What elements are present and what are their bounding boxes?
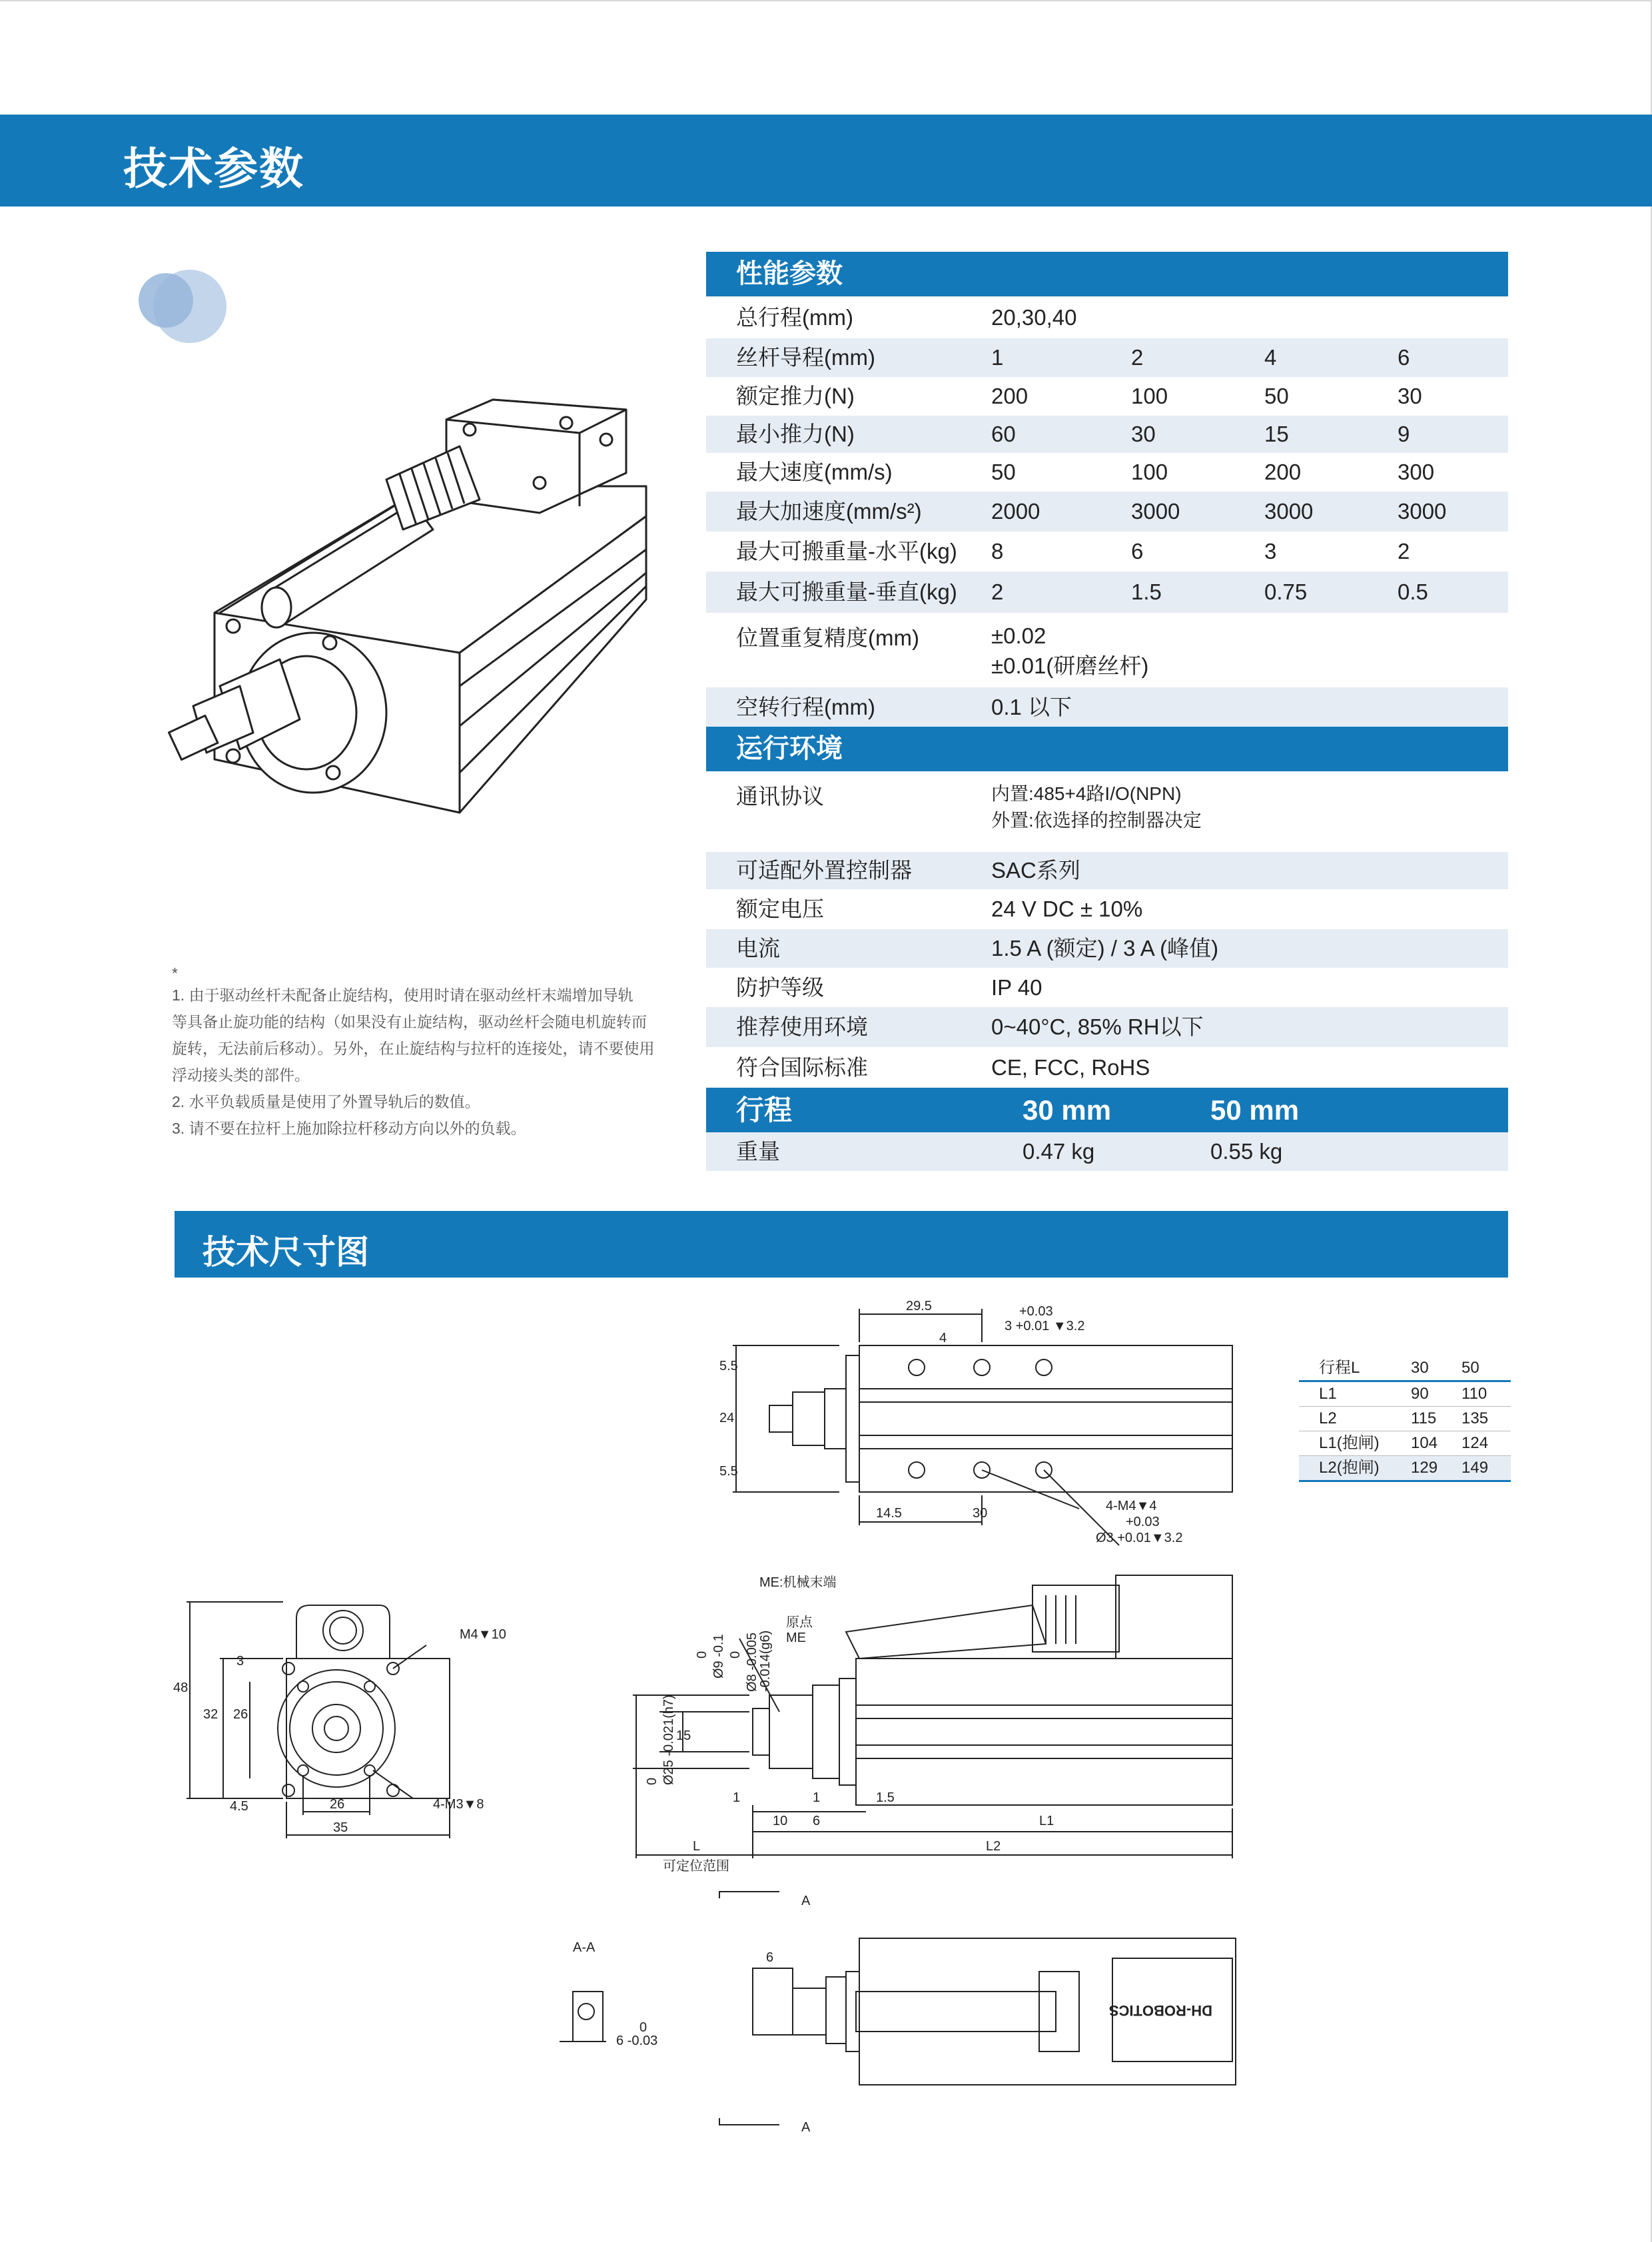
- row-label: 重量: [736, 1139, 780, 1164]
- row-value: 9: [1398, 422, 1410, 446]
- stroke-heading-50: 50 mm: [1210, 1094, 1300, 1126]
- row-value: 1: [991, 345, 1004, 370]
- dim-value: 129: [1411, 1459, 1438, 1477]
- row-value: 15: [1264, 422, 1289, 446]
- dim-label: +0.03: [1019, 1304, 1053, 1319]
- row-value: 8: [991, 539, 1004, 563]
- row-label: 最大可搬重量-垂直(kg): [736, 579, 957, 604]
- dim-value: 135: [1461, 1409, 1489, 1427]
- table-row: [706, 889, 1508, 929]
- side-view-drawing: [620, 1565, 1246, 1878]
- row-value: 100: [1131, 460, 1168, 484]
- dim-label: 可定位范围: [663, 1859, 729, 1874]
- dim-value: 110: [1461, 1385, 1487, 1403]
- dim-label: 30: [973, 1506, 988, 1521]
- row-value: 2: [991, 579, 1004, 604]
- table-row: [706, 1007, 1508, 1047]
- dim-label: Ø25 -0.021(h7): [661, 1694, 676, 1785]
- row-label: 最小推力(N): [736, 422, 855, 446]
- dim-label: 1: [733, 1790, 741, 1805]
- row-label: 通讯协议: [736, 784, 824, 809]
- row-value: 4: [1264, 345, 1277, 370]
- performance-heading: 性能参数: [706, 252, 1508, 296]
- row-value: [991, 613, 1148, 687]
- table-row: [1299, 1456, 1511, 1482]
- row-value: 6: [1398, 345, 1410, 370]
- top-border: [0, 0, 1652, 1]
- repeat-accuracy-standard: ±0.02: [991, 623, 1046, 648]
- row-label: 最大可搬重量-水平(kg): [736, 539, 957, 563]
- row-label: 防护等级: [736, 975, 824, 1000]
- row-label: 符合国际标准: [736, 1055, 868, 1080]
- dim-label: 6: [766, 1950, 774, 1965]
- row-label: 位置重复精度(mm): [736, 625, 919, 650]
- table-row: [706, 929, 1508, 968]
- dim-label: 0: [695, 1651, 709, 1659]
- brand-mark: DH-ROBOTICS: [1108, 2002, 1212, 2019]
- table-row: [706, 416, 1508, 453]
- dim-label: 29.5: [906, 1299, 932, 1313]
- spec-table: [706, 252, 1508, 1171]
- environment-heading: 运行环境: [706, 727, 1508, 771]
- dim-label: 5.5: [719, 1464, 738, 1479]
- note-line: 等具备止旋功能的结构（如果没有止旋结构，驱动丝杆会随电机旋转而: [172, 1013, 647, 1030]
- drawings-title: 技术尺寸图: [203, 1234, 369, 1271]
- dim-label: L1: [1039, 1814, 1054, 1828]
- protocol-external: 外置:依选择的控制器决定: [991, 810, 1202, 831]
- dim-value: 104: [1411, 1434, 1438, 1452]
- dim-value: 50: [1461, 1359, 1479, 1377]
- dim-label: Ø3 +0.01▼3.2: [1096, 1531, 1183, 1545]
- row-value: 2000: [991, 499, 1040, 524]
- dim-label: 15: [676, 1728, 691, 1743]
- dim-value: 90: [1411, 1385, 1429, 1403]
- row-value: 24 V DC ± 10%: [991, 897, 1143, 921]
- stroke-heading-30: 30 mm: [1023, 1094, 1112, 1126]
- dim-label: Ø9 -0.1: [711, 1634, 726, 1679]
- page-title: 技术参数: [123, 144, 304, 193]
- dim-label: 48: [173, 1681, 189, 1695]
- row-value: 1.5 A (额定) / 3 A (峰值): [991, 936, 1219, 960]
- row-value: 2: [1398, 539, 1410, 563]
- dim-label: L2: [986, 1839, 1001, 1854]
- table-row: [706, 968, 1508, 1007]
- row-value: 20,30,40: [991, 305, 1077, 330]
- row-value: 100: [1131, 384, 1168, 408]
- dim-label: 3: [236, 1654, 244, 1669]
- table-row: [706, 852, 1508, 889]
- row-value: 60: [991, 422, 1016, 446]
- row-label: 推荐使用环境: [736, 1014, 868, 1039]
- row-value: 6: [1131, 539, 1144, 563]
- table-row: [706, 377, 1508, 416]
- note-line: 1. 由于驱动丝杆未配备止旋结构，使用时请在驱动丝杆末端增加导轨: [172, 986, 633, 1004]
- dim-label: 6: [813, 1814, 821, 1828]
- row-value: 50: [991, 460, 1016, 484]
- dim-value: 30: [1411, 1359, 1429, 1377]
- row-label: 最大速度(mm/s): [736, 460, 893, 484]
- table-row: [706, 492, 1508, 532]
- row-label: 空转行程(mm): [736, 695, 875, 719]
- dim-label: 0: [645, 1777, 659, 1785]
- dim-label: 3 +0.01 ▼3.2: [1005, 1319, 1085, 1333]
- dim-label: M4▼10: [460, 1627, 506, 1642]
- dim-label: 0: [639, 2020, 647, 2035]
- dim-label: L: [693, 1839, 701, 1854]
- dim-label: 1.5: [876, 1790, 895, 1805]
- dim-value: 124: [1461, 1434, 1489, 1452]
- row-value: 2: [1131, 345, 1144, 370]
- row-value: 3000: [1398, 499, 1447, 524]
- dim-label: 4-M4▼4: [1106, 1499, 1157, 1513]
- repeat-accuracy-ground: ±0.01(研磨丝杆): [991, 653, 1149, 678]
- row-value: 0~40°C, 85% RH以下: [991, 1014, 1204, 1039]
- notes-asterisk: *: [172, 964, 178, 982]
- note-line: 浮动接头类的部件。: [172, 1066, 310, 1084]
- dim-value: 115: [1411, 1409, 1437, 1427]
- row-label: 总行程(mm): [736, 305, 853, 330]
- product-illustration: [167, 373, 673, 839]
- dimension-table: [1299, 1356, 1511, 1482]
- dim-label: 14.5: [876, 1506, 902, 1521]
- dim-key: L1(抱闸): [1319, 1434, 1380, 1452]
- dim-key: L2: [1319, 1409, 1337, 1427]
- dim-label: Ø8 -0.005: [745, 1633, 759, 1692]
- row-value: 0.75: [1264, 579, 1308, 604]
- table-row: [1299, 1356, 1511, 1382]
- table-row: [706, 571, 1508, 613]
- dim-label: 35: [333, 1820, 348, 1835]
- notes: [172, 964, 678, 1142]
- dim-value: 149: [1461, 1459, 1489, 1477]
- row-value: 1.5: [1131, 579, 1162, 604]
- row-label: 丝杆导程(mm): [736, 345, 875, 370]
- stroke-heading: [706, 1088, 1508, 1132]
- row-value: 30: [1398, 384, 1422, 408]
- table-row: [706, 613, 1508, 687]
- dim-label: A: [801, 2120, 811, 2135]
- row-value: 0.5: [1398, 579, 1428, 604]
- row-value: 3000: [1131, 499, 1180, 524]
- table-row: [1299, 1382, 1511, 1407]
- row-value: 3: [1264, 539, 1277, 563]
- dim-label: 5.5: [719, 1359, 738, 1373]
- dim-label: +0.03: [1126, 1515, 1160, 1529]
- stroke-heading-label: 行程: [736, 1094, 793, 1126]
- table-row: [706, 532, 1508, 571]
- dim-label: 10: [773, 1814, 788, 1828]
- drawings-header: [175, 1211, 1508, 1278]
- dim-label: ME: [786, 1631, 806, 1645]
- dim-label: 4: [939, 1331, 947, 1345]
- table-row: [706, 771, 1508, 852]
- table-row: [706, 296, 1508, 338]
- dim-label: 4.5: [230, 1799, 248, 1814]
- table-row: [706, 338, 1508, 377]
- row-value: 50: [1264, 384, 1289, 408]
- dim-label: 24: [719, 1411, 735, 1425]
- dim-key: L2(抱闸): [1319, 1459, 1380, 1477]
- dim-label: A-A: [573, 1940, 596, 1955]
- dim-label: A: [801, 1894, 811, 1908]
- row-value: 0.47 kg: [1023, 1139, 1095, 1164]
- decor-circle-small: [139, 273, 193, 328]
- note-line: 旋转，无法前后移动）。另外，在止旋结构与拉杆的连接处，请不要使用: [172, 1040, 655, 1057]
- row-value: CE, FCC, RoHS: [991, 1055, 1150, 1080]
- dim-label: 原点: [786, 1615, 813, 1630]
- note-line: 2. 水平负载质量是使用了外置导轨后的数值。: [172, 1093, 480, 1110]
- page-header: [0, 115, 1652, 206]
- dim-label: 0: [728, 1651, 743, 1659]
- dim-key: L1: [1319, 1385, 1337, 1403]
- dim-label: 26: [330, 1797, 345, 1812]
- table-row: [706, 687, 1508, 727]
- row-value: [991, 771, 1202, 852]
- protocol-builtin: 内置:485+4路I/O(NPN): [991, 783, 1182, 804]
- top-view-drawing: [706, 1296, 1306, 1562]
- row-value: 200: [991, 384, 1029, 408]
- table-row: [1299, 1431, 1511, 1456]
- row-value: 300: [1398, 460, 1435, 484]
- row-label: 最大加速度(mm/s²): [736, 499, 922, 524]
- row-label: 额定电压: [736, 897, 824, 921]
- row-label: 额定推力(N): [736, 384, 855, 408]
- note-line: 3. 请不要在拉杆上施加除拉杆移动方向以外的负载。: [172, 1120, 526, 1137]
- dim-key: 行程L: [1319, 1359, 1360, 1377]
- row-value: 30: [1131, 422, 1156, 446]
- table-row: [1299, 1407, 1511, 1431]
- weight-row: [706, 1132, 1508, 1171]
- row-value: 0.1 以下: [991, 695, 1072, 719]
- dim-label: 4-M3▼8: [433, 1797, 484, 1812]
- row-value: SAC系列: [991, 858, 1080, 883]
- dim-label: 26: [233, 1707, 248, 1722]
- table-row: [706, 1047, 1508, 1088]
- front-view-drawing: [167, 1579, 540, 1858]
- row-label: 可适配外置控制器: [736, 858, 912, 883]
- bottom-view-drawing: [546, 1878, 1252, 2138]
- dim-label: 32: [203, 1707, 218, 1722]
- row-value: 0.55 kg: [1210, 1139, 1283, 1164]
- row-value: 3000: [1264, 499, 1314, 524]
- row-label: 电流: [736, 936, 780, 960]
- dim-label: -0.014(g6): [758, 1630, 773, 1692]
- dim-label: 6 -0.03: [616, 2034, 658, 2048]
- dim-label: 1: [813, 1790, 821, 1805]
- dim-label: ME:机械末端: [759, 1575, 837, 1590]
- table-row: [706, 453, 1508, 492]
- row-value: IP 40: [991, 975, 1042, 1000]
- row-value: 200: [1264, 460, 1302, 484]
